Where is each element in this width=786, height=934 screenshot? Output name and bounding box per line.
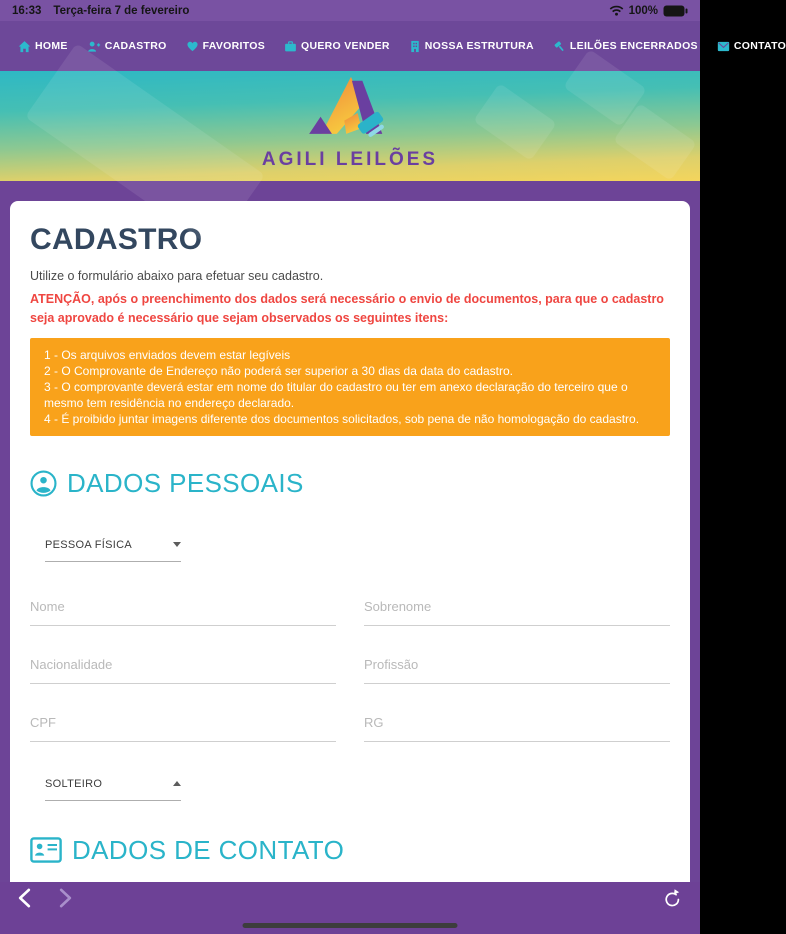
gavel-icon bbox=[553, 40, 566, 53]
marital-status-select[interactable] bbox=[45, 778, 181, 801]
notice-item-4: 4 - É proibido juntar imagens diferente dos documentos solicitados, sob pena de não homologação do cadastro. bbox=[44, 411, 640, 426]
notice-item-3: 3 - O comprovante deverá estar em nome do titular do cadastro ou ter em anexo declaração do terceiro que o mesmo tem residência no endereço declarado. bbox=[44, 379, 628, 410]
page-title: CADASTRO bbox=[30, 223, 203, 256]
page-background bbox=[0, 181, 700, 882]
forward-button[interactable] bbox=[59, 888, 72, 908]
nav-label: CADASTRO bbox=[104, 40, 167, 52]
reload-icon[interactable] bbox=[663, 888, 682, 909]
sobrenome-input[interactable] bbox=[364, 599, 670, 614]
person-add-icon bbox=[87, 40, 101, 53]
field-profissao bbox=[364, 656, 670, 684]
mail-icon bbox=[717, 41, 730, 52]
nav-item-nossa-estrutura[interactable] bbox=[409, 40, 534, 53]
home-indicator[interactable] bbox=[243, 923, 458, 928]
back-button[interactable] bbox=[18, 888, 31, 908]
nav-label: HOME bbox=[35, 40, 68, 52]
battery-icon bbox=[663, 5, 688, 17]
nav-item-favoritos[interactable] bbox=[186, 40, 265, 52]
heart-icon bbox=[186, 40, 199, 52]
nacionalidade-input[interactable] bbox=[30, 657, 336, 672]
nav-label: LEILÕES ENCERRADOS bbox=[569, 40, 698, 52]
nav-label: CONTATO bbox=[733, 40, 786, 52]
nav-label: FAVORITOS bbox=[202, 40, 266, 52]
field-sobrenome bbox=[364, 598, 670, 626]
notice-item-2: 2 - O Comprovante de Endereço não poderá ser superior a 30 dias da data do cadastro. bbox=[44, 363, 513, 378]
personal-fields-row1 bbox=[30, 562, 670, 626]
nav-item-leiloes-encerrados[interactable] bbox=[553, 40, 698, 53]
building-icon bbox=[409, 40, 421, 53]
chevron-up-icon bbox=[173, 781, 181, 786]
logo-mark bbox=[300, 75, 400, 151]
content-card bbox=[10, 201, 690, 882]
brand-logo bbox=[0, 75, 700, 171]
wifi-icon bbox=[609, 5, 624, 16]
nav-label: NOSSA ESTRUTURA bbox=[424, 40, 534, 52]
field-nome bbox=[30, 598, 336, 626]
cpf-input[interactable] bbox=[30, 715, 336, 730]
rg-input[interactable] bbox=[364, 715, 670, 730]
personal-fields-row2 bbox=[30, 626, 670, 684]
battery-percent: 100% bbox=[628, 4, 658, 17]
marital-status-value: SOLTEIRO bbox=[45, 777, 103, 790]
intro-text: Utilize o formulário abaixo para efetuar seu cadastro. bbox=[30, 269, 324, 283]
nome-input[interactable] bbox=[30, 599, 336, 614]
chevron-down-icon bbox=[173, 542, 181, 547]
status-bar bbox=[0, 0, 700, 21]
field-rg bbox=[364, 714, 670, 742]
field-nacionalidade bbox=[30, 656, 336, 684]
field-cpf bbox=[30, 714, 336, 742]
brand-name: AGILI LEILÕES bbox=[261, 149, 439, 170]
profissao-input[interactable] bbox=[364, 657, 670, 672]
status-time: 16:33 bbox=[12, 4, 42, 17]
status-date: Terça-feira 7 de fevereiro bbox=[53, 4, 190, 17]
nav-item-cadastro[interactable] bbox=[87, 40, 167, 53]
nav-item-quero-vender[interactable] bbox=[284, 40, 390, 53]
nav-label: QUERO VENDER bbox=[301, 40, 390, 52]
section-title: DADOS DE CONTATO bbox=[72, 834, 345, 865]
warning-text: ATENÇÃO, após o preenchimento dos dados será necessário o envio de documentos, para que o cadastro seja aprovado é necessário que sejam observados os seguintes itens: bbox=[30, 292, 664, 326]
notice-box bbox=[30, 338, 670, 436]
nav-item-home[interactable] bbox=[18, 40, 68, 53]
section-contact-data bbox=[30, 835, 670, 866]
notice-item-1: 1 - Os arquivos enviados devem estar legíveis bbox=[44, 347, 291, 362]
briefcase-icon bbox=[284, 40, 297, 53]
person-circle-icon bbox=[30, 470, 57, 497]
section-title: DADOS PESSOAIS bbox=[67, 467, 304, 498]
browser-toolbar bbox=[0, 882, 700, 934]
home-icon bbox=[18, 40, 31, 53]
person-type-value: PESSOA FÍSICA bbox=[45, 538, 133, 551]
id-card-icon bbox=[30, 837, 62, 863]
nav-item-contato[interactable] bbox=[717, 40, 786, 52]
header-banner bbox=[0, 71, 700, 181]
personal-fields-row3 bbox=[30, 684, 670, 742]
person-type-select[interactable] bbox=[45, 539, 181, 562]
section-personal-data bbox=[30, 468, 670, 499]
